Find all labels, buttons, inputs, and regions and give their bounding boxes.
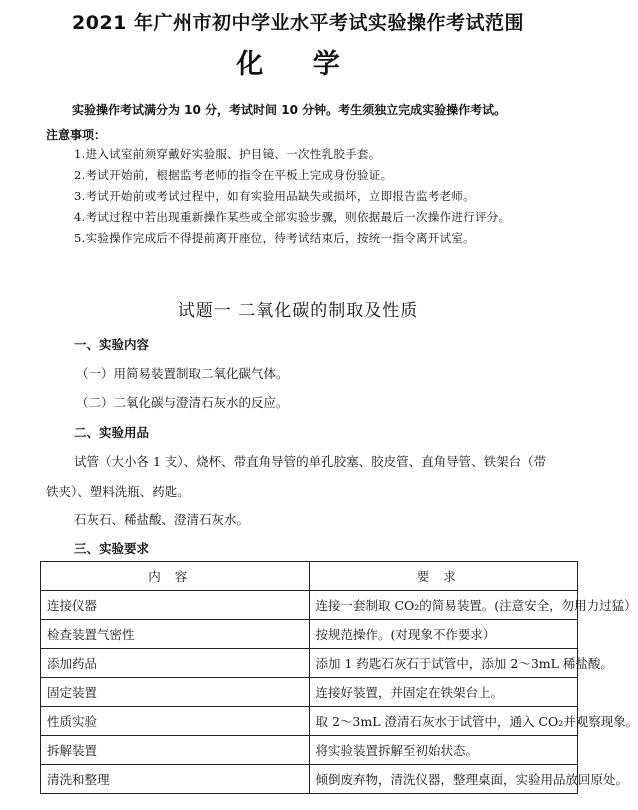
table-cell-content: 连接仪器 [41, 591, 310, 620]
materials-line: 铁夹）、塑料洗瓶、药匙。 [46, 484, 190, 499]
materials-line: 石灰石、稀盐酸、澄清石灰水。 [74, 512, 250, 527]
table-header-content: 内容 [41, 562, 310, 591]
notice-item: 5.实验操作完成后不得提前离开座位，待考试结束后，按统一指令离开试室。 [74, 231, 475, 245]
table-row [41, 707, 578, 736]
notice-item: 4.考试过程中若出现重新操作某些或全部实验步骤，则依据最后一次操作进行评分。 [74, 210, 511, 224]
table-header-requirement: 要求 [309, 562, 578, 591]
table-cell-content: 性质实验 [41, 707, 310, 736]
table-cell-requirement: 连接一套制取 CO₂的简易装置。(注意安全，勿用力过猛） [309, 591, 578, 620]
table-cell-requirement: 倾倒废弃物，清洗仪器，整理桌面，实验用品放回原处。 [309, 765, 578, 794]
table-cell-content: 拆解装置 [41, 736, 310, 765]
notice-item: 3.考试开始前或考试过程中，如有实验用品缺失或损坏，立即报告监考老师。 [74, 189, 475, 203]
table-cell-content: 添加药品 [41, 649, 310, 678]
table-cell-content: 检查装置气密性 [41, 620, 310, 649]
exam-intro: 实验操作考试满分为 10 分，考试时间 10 分钟。考生须独立完成实验操作考试。 [72, 103, 507, 117]
question-title: 试题一 二氧化碳的制取及性质 [177, 301, 419, 321]
subject-title: 化 学 [236, 49, 360, 80]
table-cell-requirement: 将实验装置拆解至初始状态。 [309, 736, 578, 765]
table-header-row [41, 562, 578, 591]
table-row [41, 736, 578, 765]
notice-item: 2.考试开始前，根据监考老师的指令在平板上完成身份验证。 [74, 168, 393, 182]
table-row [41, 678, 578, 707]
section-heading-content: 一、实验内容 [74, 337, 150, 352]
notice-item: 1.进入试室前须穿戴好实验服、护目镜、一次性乳胶手套。 [74, 147, 381, 161]
table-row [41, 765, 578, 794]
table-cell-requirement: 取 2～3mL 澄清石灰水于试管中，通入 CO₂并观察现象。 [309, 707, 578, 736]
table-cell-requirement: 按规范操作。(对现象不作要求） [309, 620, 578, 649]
table-cell-content: 固定装置 [41, 678, 310, 707]
table-cell-requirement: 添加 1 药匙石灰石于试管中，添加 2～3mL 稀盐酸。 [309, 649, 578, 678]
notice-heading: 注意事项： [46, 128, 107, 142]
table-cell-requirement: 连接好装置，并固定在铁架台上。 [309, 678, 578, 707]
page-title: 2021 年广州市初中学业水平考试实验操作考试范围 [72, 12, 524, 34]
requirements-table [40, 561, 638, 794]
section-heading-materials: 二、实验用品 [74, 425, 150, 440]
notice-list [74, 144, 510, 249]
table-row [41, 591, 578, 620]
table-row [41, 620, 578, 649]
table-cell-content: 清洗和整理 [41, 765, 310, 794]
section-heading-requirements: 三、实验要求 [74, 541, 150, 556]
table-row [41, 649, 578, 678]
content-item: （一）用简易装置制取二氧化碳气体。 [76, 366, 289, 381]
content-item: （二）二氧化碳与澄清石灰水的反应。 [76, 395, 289, 410]
materials-line: 试管（大小各 1 支）、烧杯、带直角导管的单孔胶塞、胶皮管、直角导管、铁架台（带 [74, 454, 547, 469]
